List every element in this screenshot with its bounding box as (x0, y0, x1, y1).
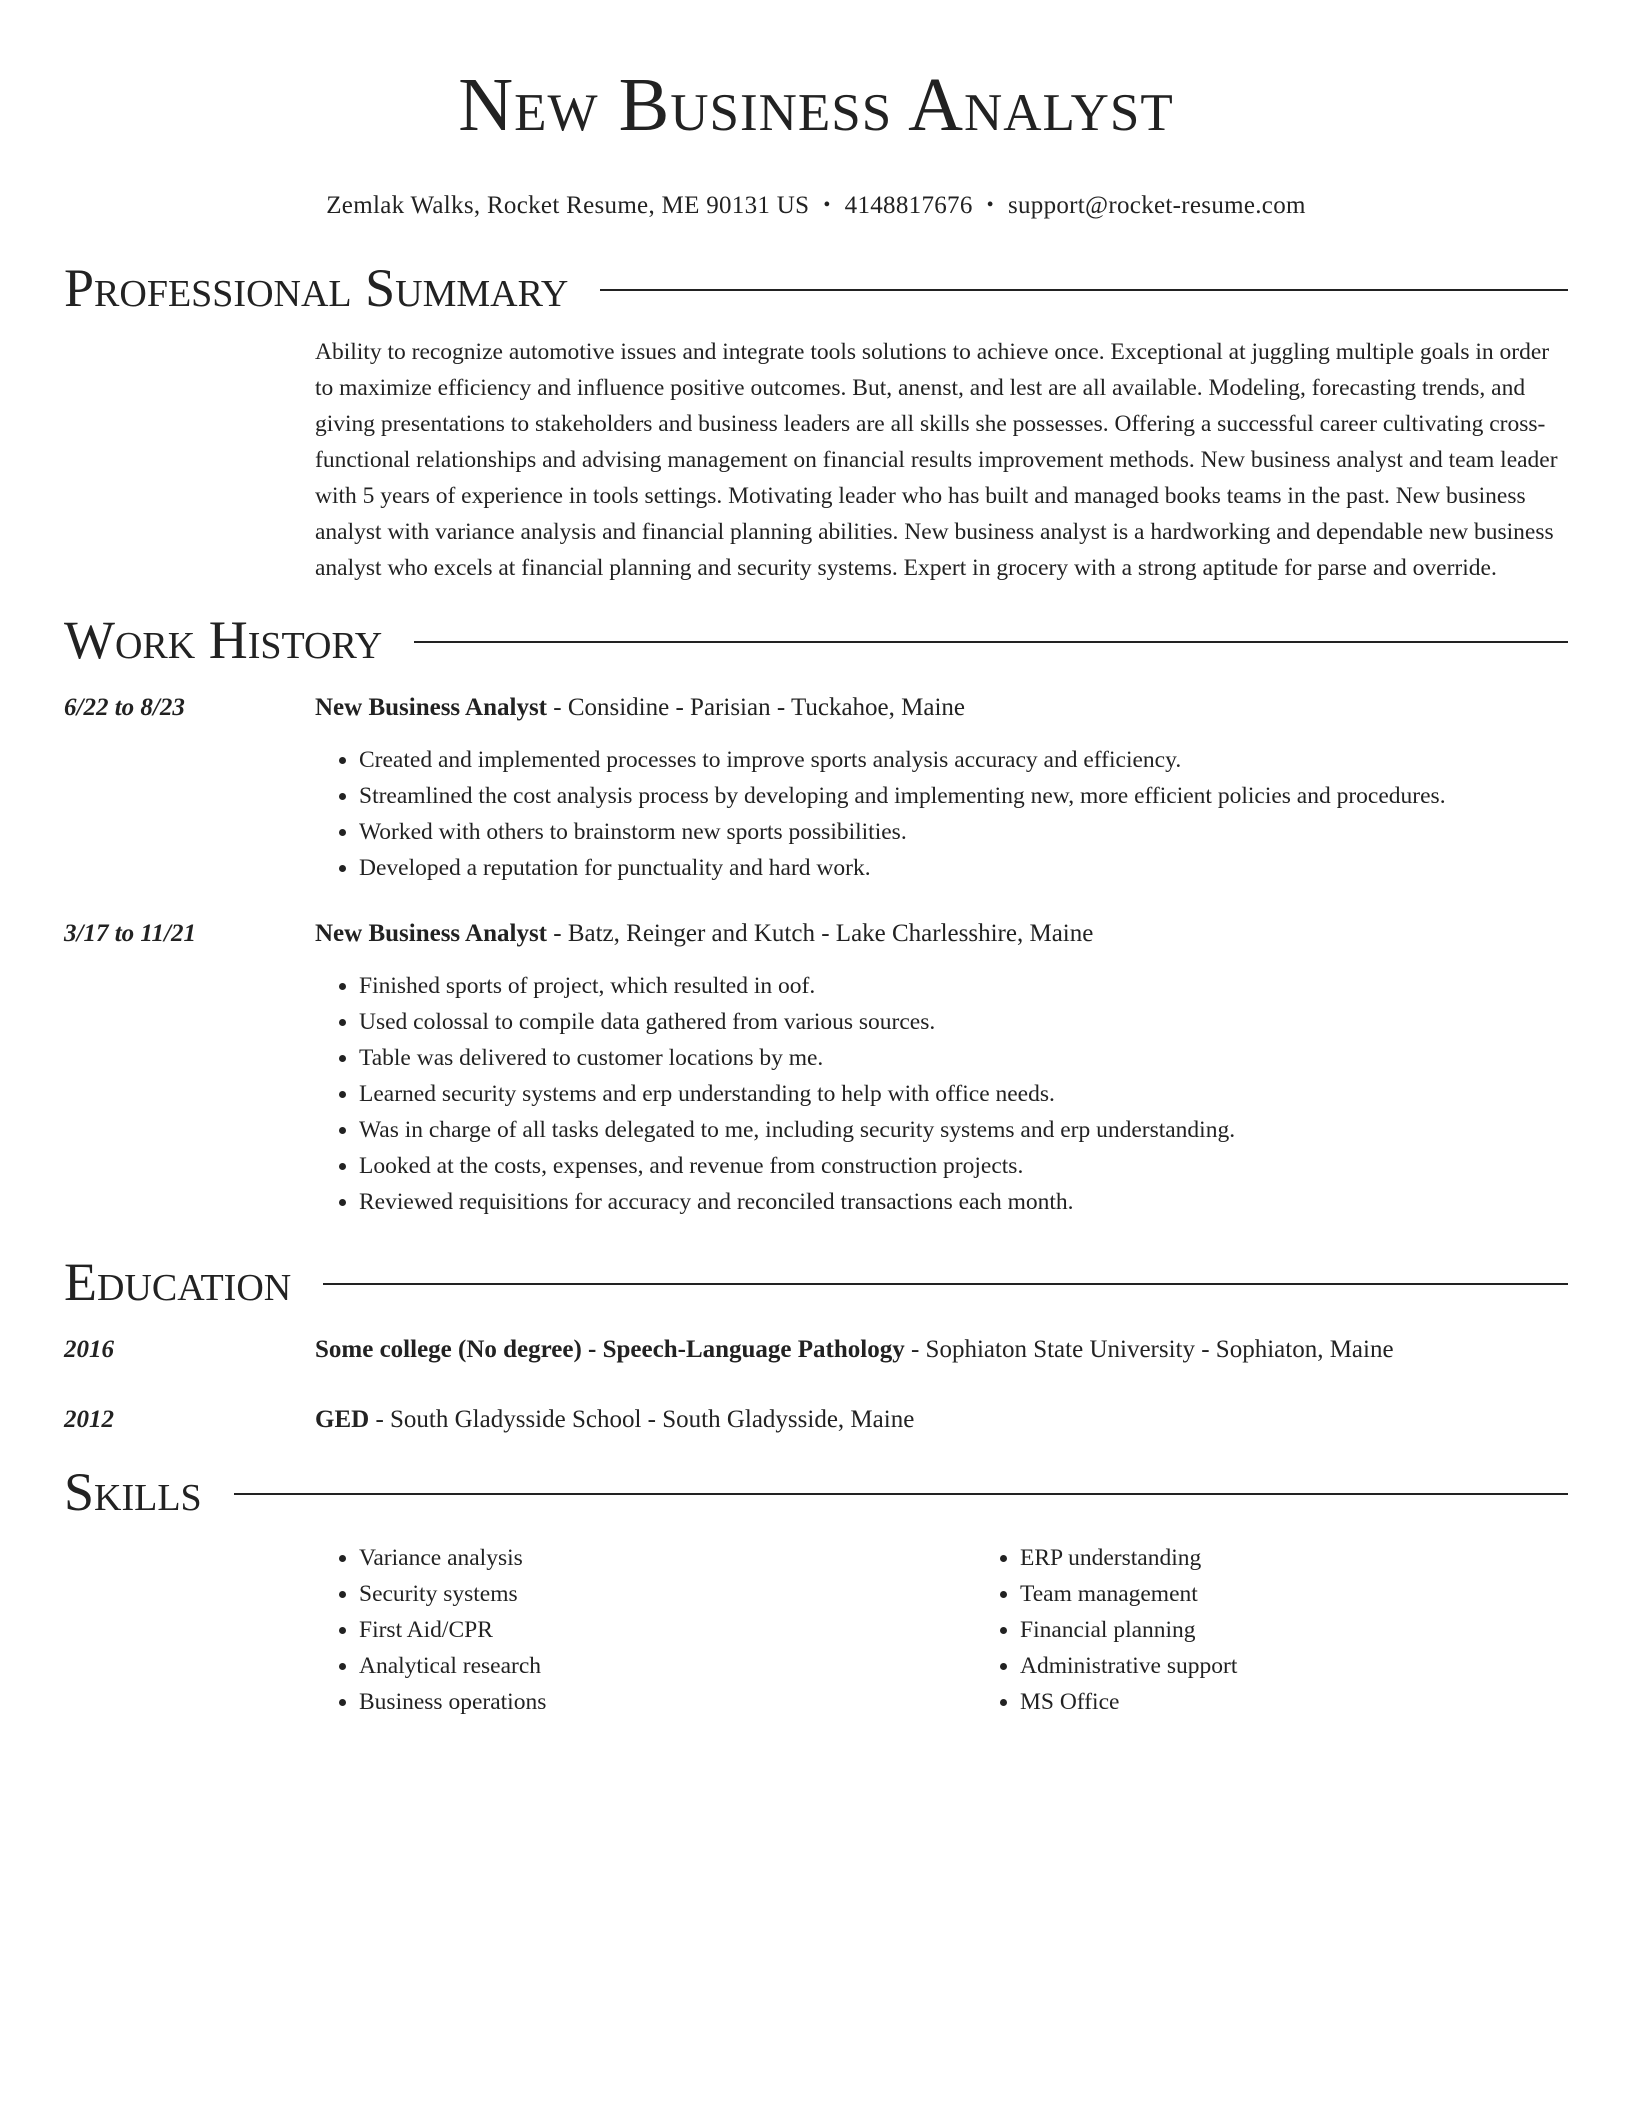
contact-phone: 4148817676 (844, 192, 973, 219)
skills-row (64, 1524, 1568, 1720)
job-bullet: • Streamlined the cost analysis process by developing and implementing new, more efficient policies and procedures. (359, 778, 1568, 814)
candidate-name: New Business Analyst (458, 63, 1174, 147)
skill-item: • Security systems (359, 1576, 976, 1612)
skill-item: • Analytical research (359, 1648, 976, 1684)
summary-section-title: Professional Summary (64, 258, 569, 318)
job-dates: 6/22 to 8/23 (64, 694, 185, 721)
job-entry (64, 916, 1568, 1220)
education-degree: Some college (No degree) - Speech-Language Pathology (315, 1336, 905, 1363)
job-title-line (315, 916, 1568, 952)
job-bullet: • Developed a reputation for punctuality and hard work. (359, 850, 1568, 886)
section-divider (414, 641, 1568, 643)
job-bullet: • Reviewed requisitions for accuracy and reconciled transactions each month. (359, 1184, 1568, 1220)
education-section-header (64, 1250, 1568, 1314)
skill-item: • Administrative support (1020, 1648, 1632, 1684)
education-entry (64, 1332, 1568, 1368)
job-role: New Business Analyst (315, 694, 547, 721)
education-year: 2016 (64, 1336, 114, 1363)
summary-spacer (64, 320, 315, 586)
skills-spacer (64, 1524, 315, 1720)
job-bullet: • Learned security systems and erp understanding to help with office needs. (359, 1076, 1568, 1112)
contact-separator: • (823, 194, 831, 216)
job-bullets (315, 968, 1568, 1220)
summary-text: Ability to recognize automotive issues and integrate tools solutions to achieve once. Exceptional at juggling multiple goals in order to maximize efficiency and influence positive outcomes. But, anenst, and lest are all available. Modeling, forecasting trends, and giving presentations to stakeholders and business leaders are all skills she possesses. Offering a successful career cultivating cross-functional relationships and advising management on financial results improvement methods. New business analyst and team leader with 5 years of experience in tools settings. Motivating leader who has built and managed books teams in the past. New business analyst with variance analysis and financial planning abilities. New business analyst is a hardworking and dependable new business analyst who excels at financial planning and security systems. Expert in grocery with a strong aptitude for parse and override. (315, 339, 1558, 581)
education-degree: GED (315, 1406, 370, 1433)
job-details: - Considine - Parisian - Tuckahoe, Maine (547, 694, 966, 721)
contact-separator: • (986, 194, 994, 216)
work-section-header (64, 608, 1568, 672)
job-bullet: • Created and implemented processes to improve sports analysis accuracy and efficiency. (359, 742, 1568, 778)
section-divider (323, 1283, 1568, 1285)
skill-item: • Financial planning (1020, 1612, 1632, 1648)
job-entry (64, 690, 1568, 886)
job-bullets (315, 742, 1568, 886)
section-divider (600, 289, 1568, 291)
skills-list-left (315, 1540, 976, 1720)
skill-item: • First Aid/CPR (359, 1612, 976, 1648)
section-divider (234, 1493, 1568, 1495)
job-bullet: • Finished sports of project, which resulted in oof. (359, 968, 1568, 1004)
skills-list-right (976, 1540, 1632, 1720)
work-section-title: Work History (64, 610, 383, 670)
job-details: - Batz, Reinger and Kutch - Lake Charlesshire, Maine (547, 920, 1094, 947)
skill-item: • ERP understanding (1020, 1540, 1632, 1576)
education-details: - Sophiaton State University - Sophiaton, Maine (904, 1336, 1394, 1363)
job-bullet: • Worked with others to brainstorm new sports possibilities. (359, 814, 1568, 850)
education-section-title: Education (64, 1252, 292, 1312)
job-dates: 3/17 to 11/21 (64, 920, 196, 947)
job-title-line (315, 690, 1568, 726)
job-bullet: • Table was delivered to customer locations by me. (359, 1040, 1568, 1076)
skills-section-header (64, 1460, 1568, 1524)
skills-section-title: Skills (64, 1462, 202, 1522)
skill-item: • Variance analysis (359, 1540, 976, 1576)
summary-row (64, 320, 1568, 586)
job-bullet: • Looked at the costs, expenses, and revenue from construction projects. (359, 1148, 1568, 1184)
education-year: 2012 (64, 1406, 114, 1433)
job-role: New Business Analyst (315, 920, 547, 947)
skill-item: • MS Office (1020, 1684, 1632, 1720)
job-bullet: • Used colossal to compile data gathered from various sources. (359, 1004, 1568, 1040)
contact-address: Zemlak Walks, Rocket Resume, ME 90131 US (326, 192, 810, 219)
contact-line (64, 192, 1568, 220)
contact-email: support@rocket-resume.com (1007, 192, 1306, 219)
job-bullet: • Was in charge of all tasks delegated to me, including security systems and erp understanding. (359, 1112, 1568, 1148)
education-entry (64, 1402, 1568, 1438)
summary-section-header (64, 256, 1568, 320)
education-details: - South Gladysside School - South Gladysside, Maine (369, 1406, 915, 1433)
skill-item: • Business operations (359, 1684, 976, 1720)
skill-item: • Team management (1020, 1576, 1632, 1612)
